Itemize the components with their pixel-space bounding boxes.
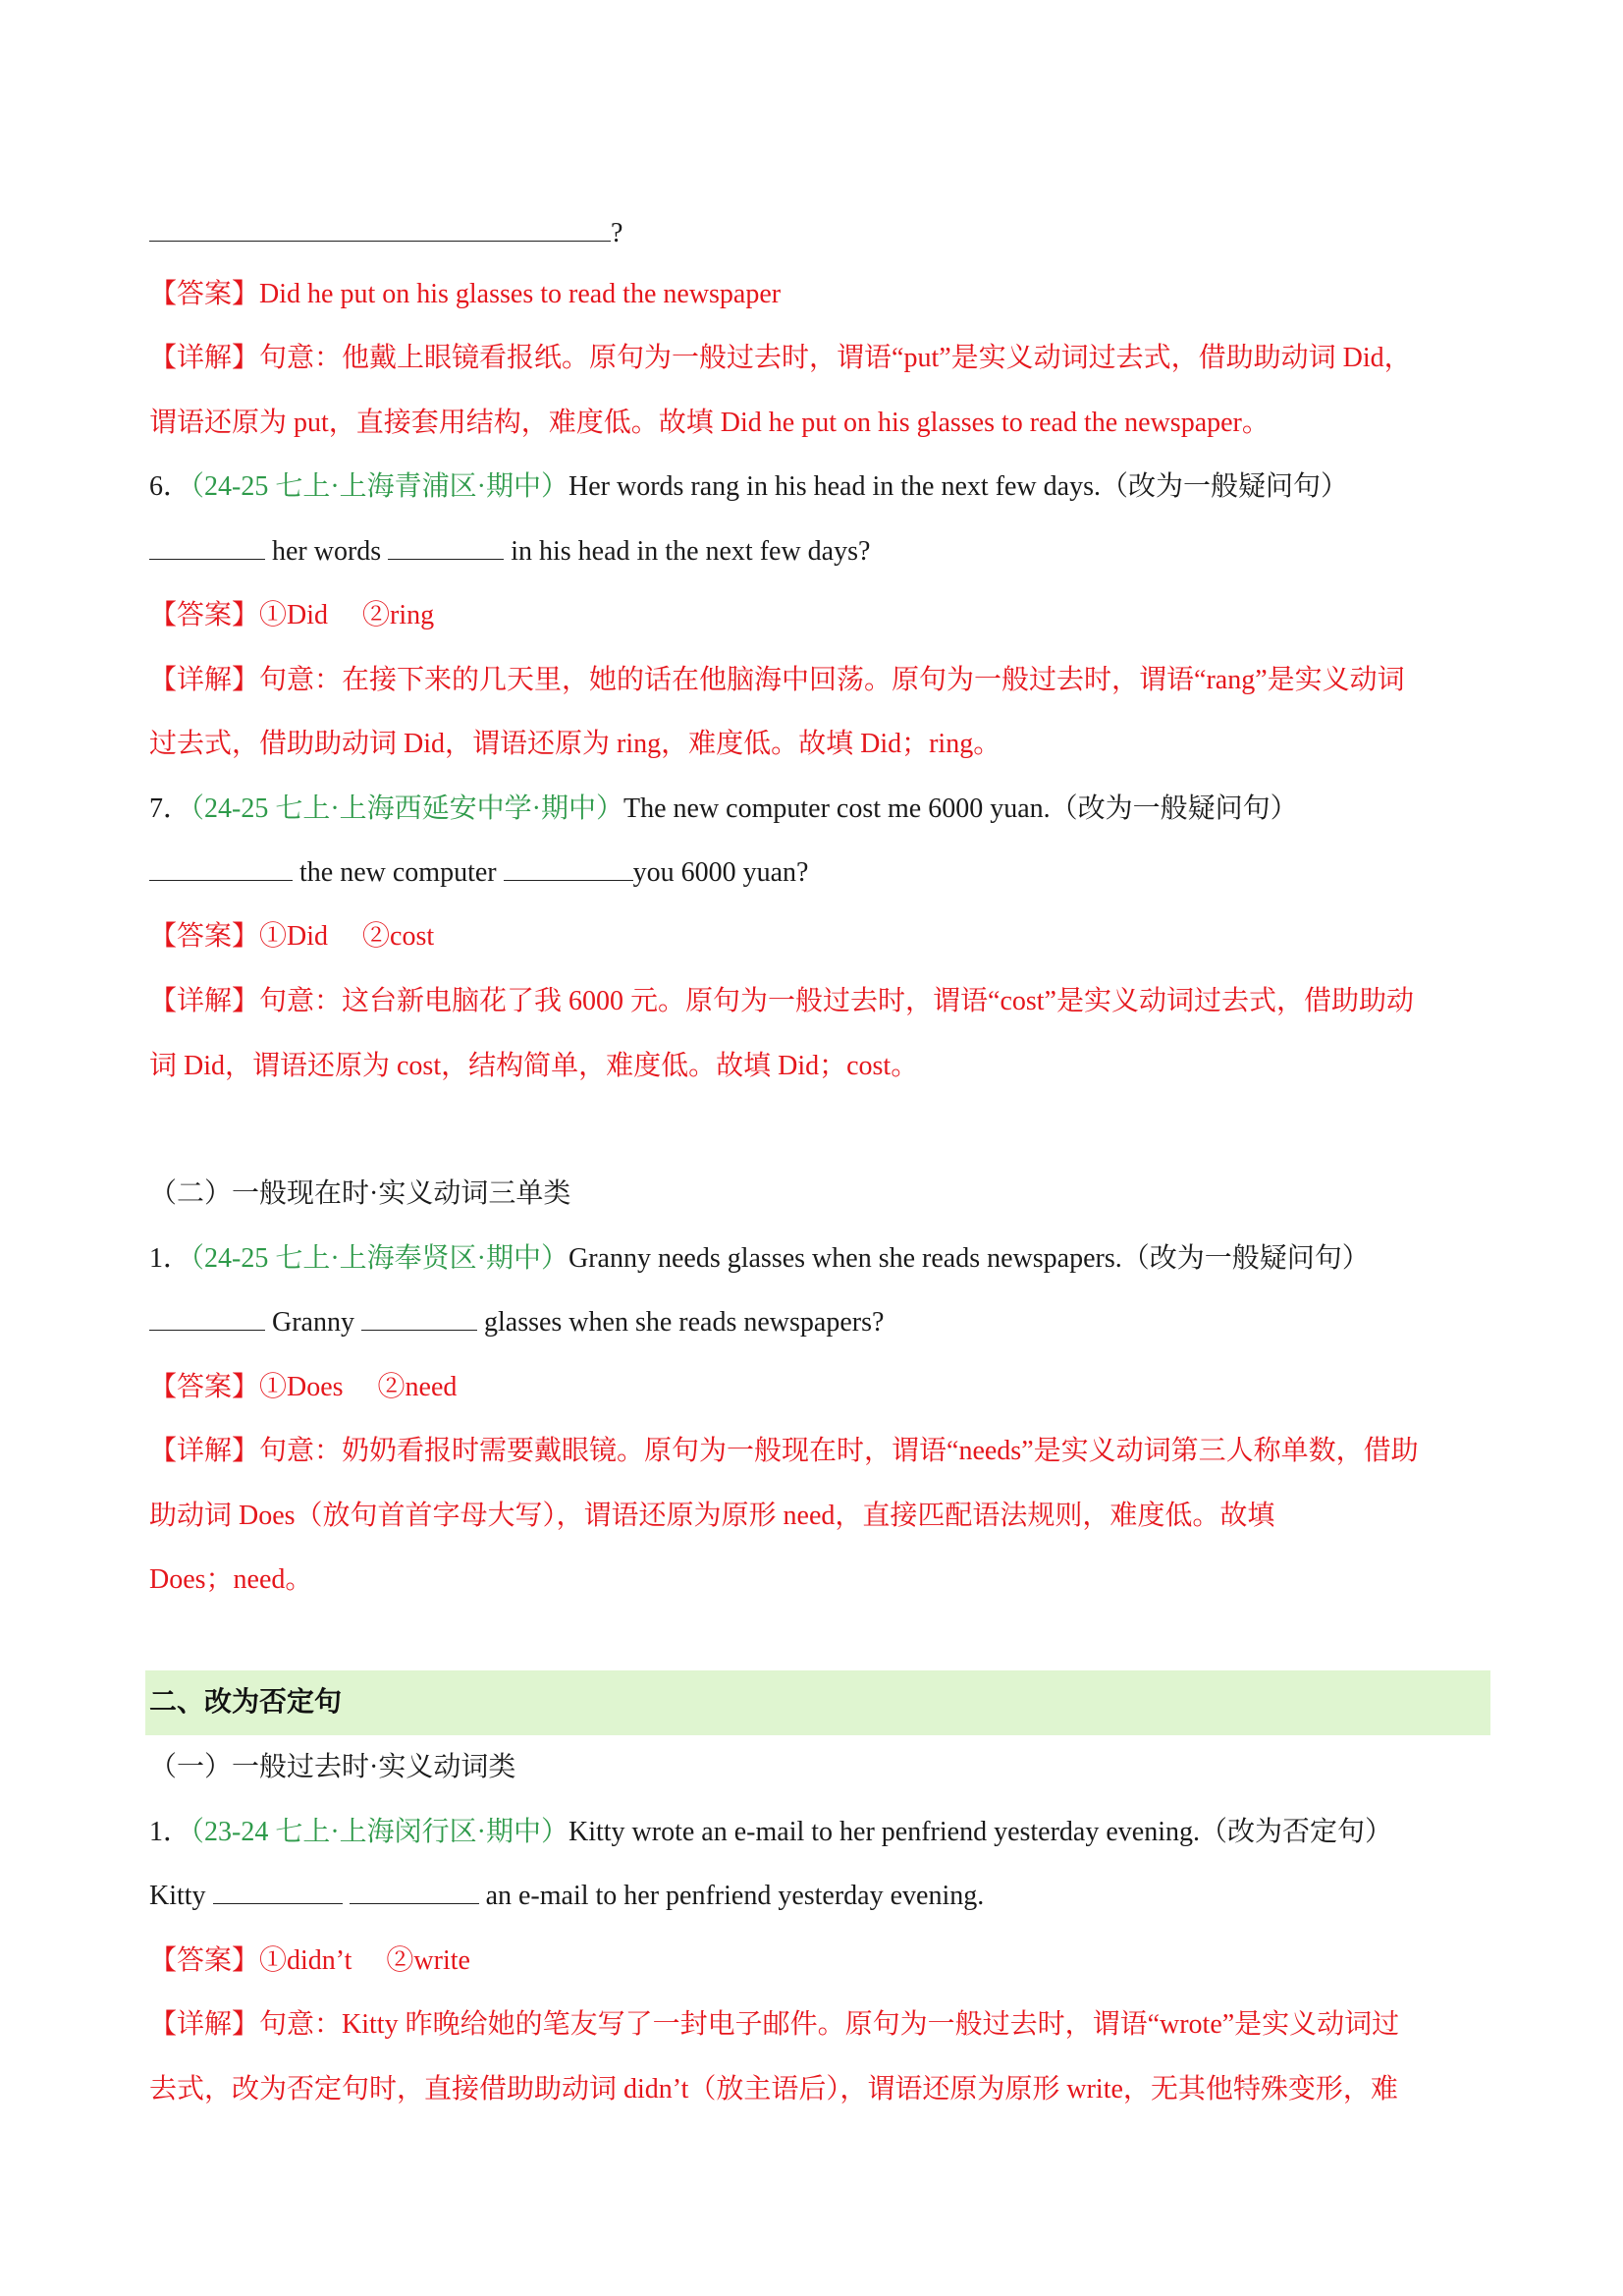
question-7-fill: the new computer you 6000 yuan? <box>149 853 808 893</box>
question-source: （24-25 七上·上海青浦区·期中） <box>190 471 568 502</box>
explanation-line: 谓语还原为 put，直接套用结构，难度低。故填 Did he put on his glasses to read the newspaper。 <box>149 408 1270 438</box>
explanation-line: 去式，改为否定句时，直接借助助动词 didn’t（放主语后），谓语还原为原形 write，无其他特殊变形，难 <box>149 2074 1398 2105</box>
question-1: 1．（24-25 七上·上海奉贤区·期中）Granny needs glasses when she reads newspapers.（改为一般疑问句） <box>149 1243 1370 1274</box>
explanation-line: 助动词 Does（放句首首字母大写），谓语还原为原形 need，直接匹配语法规则，难度低。故填 <box>149 1501 1275 1531</box>
explanation-line: 【详解】句意：在接下来的几天里，她的话在他脑海中回荡。原句为一般过去时，谓语“rang”是实义动词 <box>149 665 1405 695</box>
question-source: （24-25 七上·上海奉贤区·期中） <box>190 1243 568 1274</box>
fill-blank[interactable] <box>149 1304 265 1331</box>
fill-blank[interactable] <box>149 854 293 881</box>
explanation-line: 【详解】句意：奶奶看报时需要戴眼镜。原句为一般现在时，谓语“needs”是实义动词第三人称单数，借助 <box>149 1436 1419 1466</box>
fill-blank[interactable] <box>149 215 611 242</box>
explanation-line: 【详解】句意：这台新电脑花了我 6000 元。原句为一般过去时，谓语“cost”是实义动词过去式，借助助动 <box>149 986 1414 1016</box>
fill-blank[interactable] <box>149 533 265 560</box>
explanation-line: 词 Did，谓语还原为 cost，结构简单，难度低。故填 Did；cost。 <box>149 1051 919 1081</box>
question-source: （23-24 七上·上海闵行区·期中） <box>190 1817 568 1847</box>
question-6-fill: her words in his head in the next few days? <box>149 532 870 572</box>
question-source: （24-25 七上·上海西延安中学·期中） <box>190 793 623 824</box>
explanation-line: 过去式，借助助动词 Did，谓语还原为 ring，难度低。故填 Did；ring。 <box>149 729 1001 759</box>
explanation-line: 【详解】句意：Kitty 昨晚给她的笔友写了一封电子邮件。原句为一般过去时，谓语“wrote”是实义动词过 <box>149 2009 1400 2040</box>
section-title: 二、改为否定句 <box>149 1687 343 1718</box>
answer-line: 【答案】①Did ②cost <box>149 921 435 952</box>
question-7: 7．（24-25 七上·上海西延安中学·期中）The new computer cost me 6000 yuan.（改为一般疑问句） <box>149 793 1298 824</box>
answer-blank-line: ? <box>149 214 622 253</box>
question-6: 6．（24-25 七上·上海青浦区·期中）Her words rang in his head in the next few days.（改为一般疑问句） <box>149 471 1348 502</box>
fill-blank[interactable] <box>504 854 633 881</box>
fill-blank[interactable] <box>388 533 504 560</box>
fill-blank[interactable] <box>350 1878 479 1904</box>
subsection-title: （一）一般过去时·实义动词类 <box>149 1752 516 1782</box>
answer-line: 【答案】①didn’t ②write <box>149 1945 470 1976</box>
explanation-line: Does；need。 <box>149 1564 313 1595</box>
question-1-fill: Kitty an e-mail to her penfriend yesterday evening. <box>149 1877 984 1916</box>
explanation-line: 【详解】句意：他戴上眼镜看报纸。原句为一般过去时，谓语“put”是实义动词过去式，借助助动词 Did， <box>149 343 1412 373</box>
fill-blank[interactable] <box>361 1304 477 1331</box>
answer-line: 【答案】①Did ②ring <box>149 600 435 630</box>
section-header-bar <box>145 1670 1490 1735</box>
question-1: 1．（23-24 七上·上海闵行区·期中）Kitty wrote an e-mail to her penfriend yesterday evening.（改为否定句） <box>149 1817 1392 1847</box>
fill-blank[interactable] <box>213 1878 343 1904</box>
answer-line: 【答案】①Does ②need <box>149 1372 458 1402</box>
question-1-fill: Granny glasses when she reads newspapers? <box>149 1303 884 1342</box>
subsection-title: （二）一般现在时·实义动词三单类 <box>149 1178 571 1209</box>
answer-line: 【答案】Did he put on his glasses to read the newspaper <box>149 279 782 309</box>
